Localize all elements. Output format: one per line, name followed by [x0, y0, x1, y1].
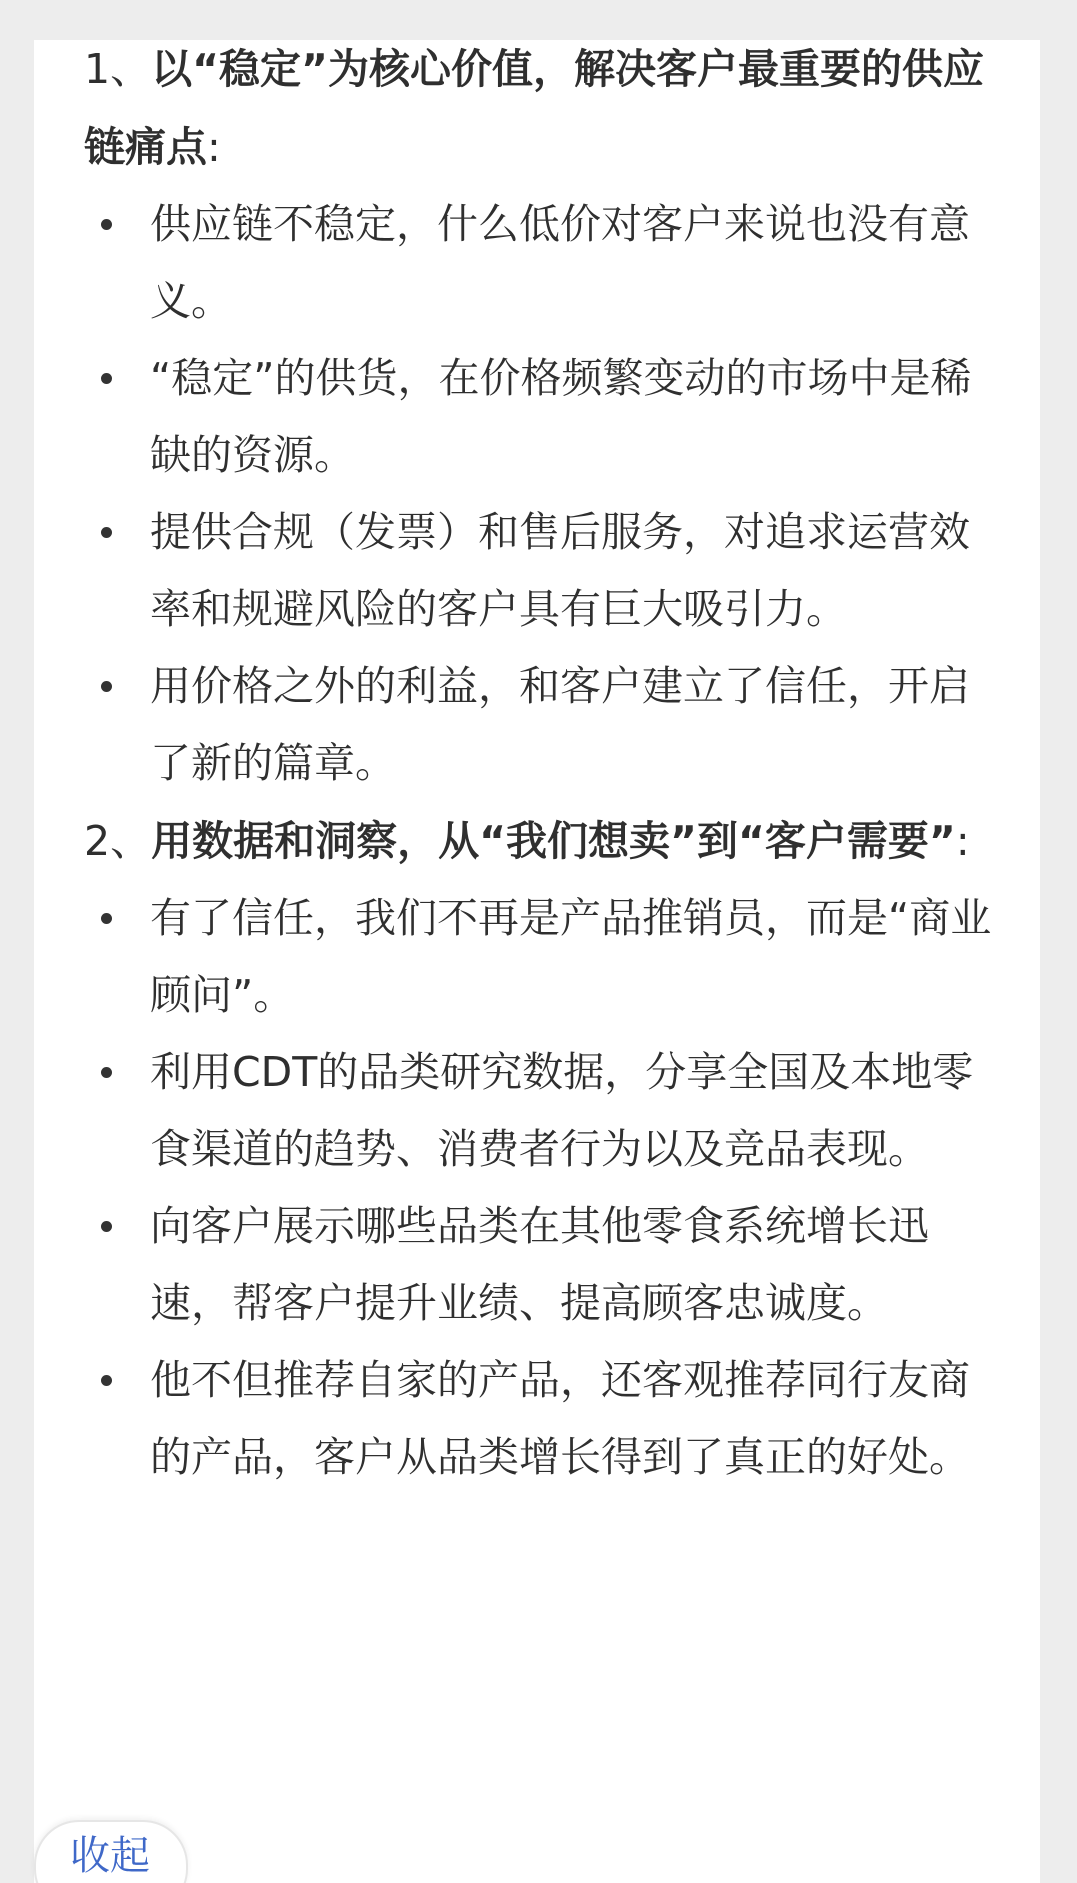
section-heading-1	[84, 40, 1014, 186]
section-title-suffix: :	[207, 123, 221, 171]
bullet-dot	[101, 1067, 112, 1078]
section-title-suffix: :	[955, 817, 970, 865]
bullet-list-2	[84, 880, 1040, 1496]
list-item-text: 用价格之外的利益，和客户建立了信任，开启了新的篇章。	[150, 662, 970, 787]
bullet-dot	[101, 1375, 112, 1386]
list-item	[84, 1034, 1010, 1188]
article-content	[84, 40, 1040, 1496]
bullet-dot	[101, 219, 112, 230]
list-item	[84, 340, 1010, 494]
list-item-text: 有了信任，我们不再是产品推销员，而是“商业顾问”。	[150, 894, 992, 1019]
section-number: 2、	[84, 817, 152, 865]
bullet-dot	[101, 681, 112, 692]
collapse-button-label: 收起	[70, 1833, 150, 1879]
list-item	[84, 186, 1010, 340]
collapse-button[interactable]	[34, 1820, 188, 1883]
list-item-text: 向客户展示哪些品类在其他零食系统增长迅速，帮客户提升业绩、提高顾客忠诚度。	[150, 1202, 929, 1327]
bullet-dot	[101, 913, 112, 924]
list-item	[84, 880, 1010, 1034]
list-item-text: 他不但推荐自家的产品，还客观推荐同行友商的产品，客户从品类增长得到了真正的好处。	[150, 1356, 970, 1481]
section-title: 用数据和洞察，从“我们想卖”到“客户需要”	[151, 817, 956, 865]
list-item	[84, 648, 1010, 802]
bullet-dot	[101, 373, 112, 384]
list-item	[84, 1342, 1010, 1496]
bullet-dot	[101, 527, 112, 538]
list-item-text: 供应链不稳定，什么低价对客户来说也没有意义。	[150, 200, 970, 325]
list-item-text: 利用CDT的品类研究数据，分享全国及本地零食渠道的趋势、消费者行为以及竞品表现。	[150, 1048, 974, 1173]
bullet-list-1	[84, 186, 1040, 802]
article-card	[34, 40, 1040, 1883]
bullet-dot	[101, 1221, 112, 1232]
list-item	[84, 1188, 1010, 1342]
list-item-text: 提供合规（发票）和售后服务，对追求运营效率和规避风险的客户具有巨大吸引力。	[150, 508, 970, 633]
section-number: 1、	[84, 45, 152, 93]
list-item-text: “稳定”的供货，在价格频繁变动的市场中是稀缺的资源。	[150, 354, 972, 479]
list-item	[84, 494, 1010, 648]
section-title: 以“稳定”为核心价值，解决客户最重要的供应链痛点	[84, 45, 984, 171]
section-heading-2	[84, 802, 1014, 880]
